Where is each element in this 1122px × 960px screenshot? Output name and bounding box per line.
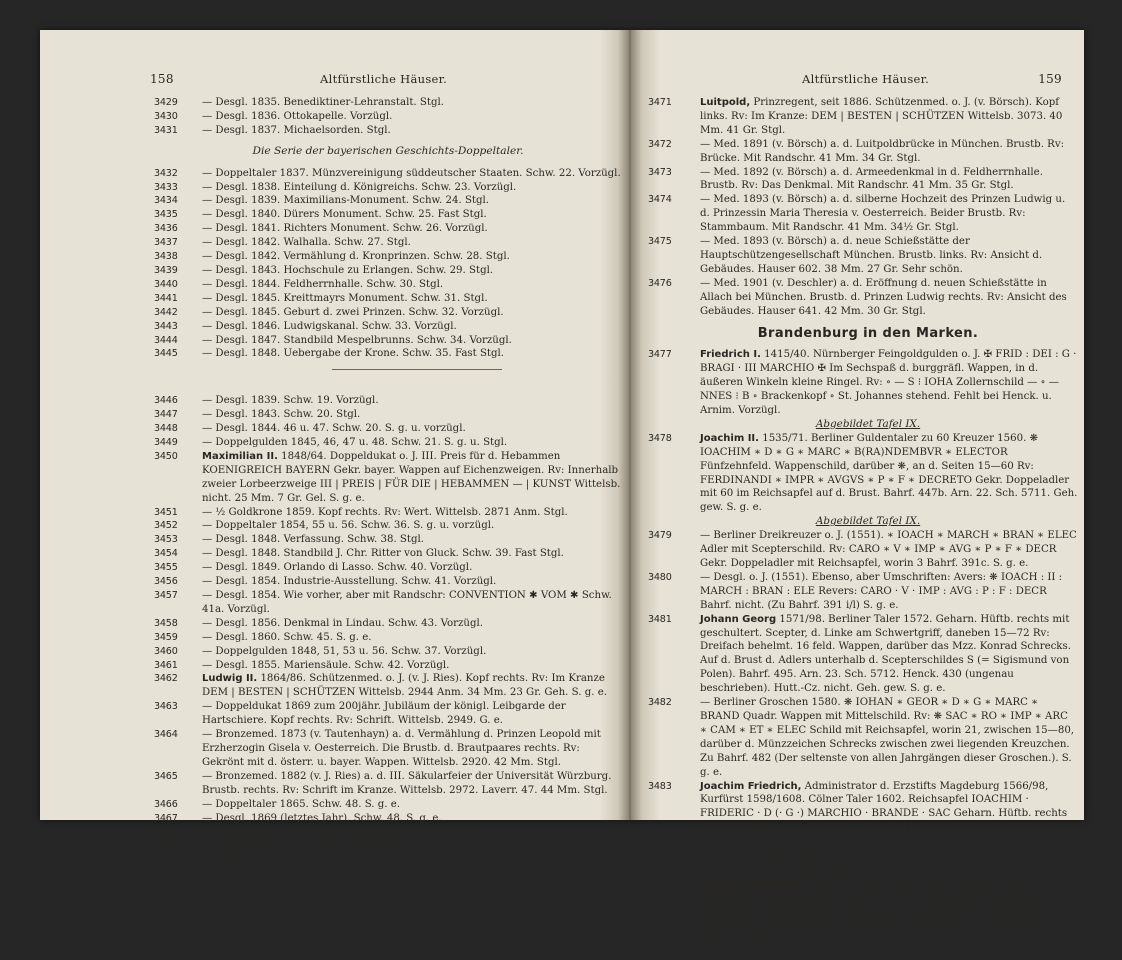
catalog-entry <box>152 408 624 422</box>
left-entries-group-a <box>152 96 624 138</box>
entry-text: — Med. 1891 (v. Börsch) a. d. Luitpoldbrücke in München. Brustb. Rv: Brücke. Mit Randschr. 41 Mm. 34 Gr. Stgl. <box>700 138 1068 164</box>
entry-text: — Berliner Groschen 1580. ❋ IOHAN ∗ GEOR ∗ D ∗ G ∗ MARC ∗ BRAND Quadr. Wappen mit Mittelschild. Rv: ❋ SAC ∗ RO ∗ IMP ∗ ARC ∗ CAM ∗ ET ∗ ELEC Schild mit Reichsapfel, worin 21, zwischen 15—80, darüber d. Münzzeichen Schrecks zwischen zwei liegenden Kreuzchen. Zu Bahrf. 482 (Der seltenste von allen Jahrgängen dieser Groschen.). S. g. e. <box>700 697 1078 778</box>
entry-number: 3470 <box>154 854 178 866</box>
catalog-entry <box>152 631 624 645</box>
entry-number: 3473 <box>648 166 672 178</box>
entry-number: 3482 <box>648 697 672 709</box>
catalog-entry <box>152 547 624 561</box>
entry-text: — Desgl. 1847. Standbild Mespelbrunns. Schw. 34. Vorzügl. <box>202 334 512 346</box>
entry-number: 3480 <box>648 571 672 583</box>
entry-number: 3446 <box>154 395 178 407</box>
catalog-entry <box>152 124 624 138</box>
catalog-entry <box>648 696 1078 779</box>
right-running-head: Altfürstliche Häuser. <box>802 72 930 86</box>
entry-number: 3472 <box>648 138 672 150</box>
entry-number: 3429 <box>154 97 178 108</box>
catalog-entry <box>152 110 624 124</box>
entry-number: 3445 <box>154 348 178 360</box>
entry-text: — Desgl. 1855. Mariensäule. Schw. 42. Vorzügl. <box>202 659 450 671</box>
entry-number: 3452 <box>154 520 178 532</box>
entry-text: Prinzregent, seit 1886. Schützenmed. o. J. (v. Börsch). Kopf links. Rv: Im Kranze: DEM | BESTEN | SCHÜTZEN Wittelsb. 3073. 40 Mm. 41 Gr. Stgl. <box>700 97 1066 136</box>
right-entries-group-b <box>648 348 1081 960</box>
entry-text: — Desgl. 1869 (letztes Jahr). Schw. 48. S. g. e. <box>202 812 442 824</box>
catalog-entry <box>152 278 624 292</box>
entry-text: — Med. 1901 (v. Deschler) a. d. Eröffnung d. neuen Schießstätte in Allach bei München. Brustb. d. Prinzen Ludwig rechts. Rv: Ansicht des Gebäudes. Hauser 641. 42 Mm. 30 Gr. Stgl. <box>700 277 1071 317</box>
entry-text: Administrator d. Erzstifts Magdeburg 1566/98, Kurfürst 1598/1608. Cölner Taler 1602. Reichsapfel IOACHIM · FRIDERIC · D (· G ·) MARCHIO · BRANDE · SAC Geharn. Hüftb. rechts mit Feldbinde u. geschult. Scepter, die Linke am Schwertgriff; daneben 1.— 602 Rv: ROM · IMP · ARC · — CAM · ET · (EL)EC · Dreifach behelmt. 16 feld. Wappen. Mzz: Schwan. Bahrf. 536b. Arn. 44. Sch. 5735. I. Stpl. Geh. gew. Fast s. g. e. <box>700 780 1073 875</box>
catalog-entry <box>152 450 624 506</box>
entry-number: 3464 <box>154 729 178 741</box>
entry-text: — Desgl. 1846. Ludwigskanal. Schw. 33. Vorzügl. <box>202 320 457 332</box>
entry-number: 3432 <box>154 167 178 179</box>
entry-text: 1535/71. Berliner Guldentaler zu 60 Kreuzer 1560. ❋ IOACHIM ∗ D ∗ G ∗ MARC ∗ B(RA)NDEMBVR ∗ ELECTOR Fünfzehnfeld. Wappenschild, darüber ❋, an d. Seiten 15—60 Rv: FERDINANDI ∗ IMPR ∗ AVGVS ∗ P ∗ F ∗ DECRETO Gekr. Doppeladler mit 60 im Reichsapfel auf d. Brust. Bahrf. 447b. Arn. 22. Sch. 5711. Geh. gew. S. g. e. <box>700 432 1081 514</box>
entry-number: 3437 <box>154 237 178 249</box>
section-heading: Brandenburg in den Marken. <box>757 325 979 341</box>
catalog-entry <box>152 812 624 826</box>
entry-number: 3439 <box>154 264 178 276</box>
entry-text: 1848/64. Doppeldukat o. J. III. Preis für d. Hebammen KOENIGREICH BAYERN Gekr. bayer. Wappen auf Eichenzweigen. Rv: Innerhalb zweier Lorbeerzweige III | PREIS | FÜR DIE | HEBAMMEN — | KUNST Wittelsb. nicht. 25 Mm. 7 Gr. Gel. S. g. e. <box>202 450 624 504</box>
entry-text: 1415/40. Nürnberger Feingoldgulden o. J. ✠ FRID : DEI : G · BRAGI · III MARCHIO ✠ Im Sechspaß d. burggräfl. Wappen, in d. äußeren Winkeln kleine Ringel. Rv: ∘ — S ⁝ IOHA Zollernschild — ∘ — NNES ⁝ B ∘ Brackenkopf ∘ St. Johannes stehend. Fehlt bei Henck. u. Arnim. Vorzügl. <box>700 349 1080 417</box>
entry-text: — Desgl. 1837. Michaelsorden. Stgl. <box>202 124 391 136</box>
catalog-entry <box>152 533 624 547</box>
entry-number: 3476 <box>648 277 672 289</box>
ruler-name: Maximilian II. <box>202 450 278 462</box>
entry-text: — Desgl. 1848. Uebergabe der Krone. Schw. 35. Fast Stgl. <box>202 348 505 360</box>
catalog-entry <box>152 292 624 306</box>
plate-reference: Abgebildet Tafel IX. <box>815 417 921 430</box>
catalog-entry <box>152 436 624 450</box>
entry-text: — Desgl. 1836. Ottokapelle. Vorzügl. <box>202 110 393 122</box>
catalog-entry <box>152 320 624 334</box>
entry-text: — ½ Goldkrone 1859. Kopf rechts. Rv: Wert. Wittelsb. 2871 Anm. Stgl. <box>202 506 568 518</box>
entry-text: — Desgl. 1854. Industrie-Ausstellung. Schw. 41. Vorzügl. <box>202 576 497 588</box>
right-entries-group-a <box>648 96 1078 319</box>
entry-number: 3454 <box>154 548 178 560</box>
entry-text: — Doppeltaler 1837. Münzvereinigung süddeutscher Staaten. Schw. 22. Vorzügl. <box>202 167 621 179</box>
book-spread <box>40 30 1084 959</box>
entry-number: 3450 <box>154 450 178 462</box>
entry-text: — Siegestaler 1871. Schw. 54. Vorzügl. <box>202 840 405 852</box>
catalog-entry <box>648 348 1080 418</box>
entry-number: 3447 <box>154 409 178 421</box>
catalog-entry <box>152 422 624 436</box>
entry-number: 3477 <box>648 349 672 361</box>
left-page-number: 158 <box>150 72 174 86</box>
entry-text: — Desgl. 1854. Wie vorher, aber mit Randschr: CONVENTION ✱ VOM ✱ Schw. 41a. Vorzügl. <box>202 590 616 615</box>
catalog-entry <box>152 250 624 264</box>
catalog-entry <box>648 138 1078 166</box>
entry-text: — Desgl. 1845. Kreittmayrs Monument. Schw. 31. Stgl. <box>202 292 488 304</box>
catalog-entry <box>152 728 624 770</box>
catalog-entry <box>648 166 1078 194</box>
entry-number: 3435 <box>154 209 178 221</box>
catalog-entry <box>648 571 1078 613</box>
entry-number: 3459 <box>154 631 178 643</box>
catalog-entry <box>152 825 624 839</box>
entry-text: — Desgl. 1840. Dürers Monument. Schw. 25. Fast Stgl. <box>202 209 487 221</box>
entry-number: 3474 <box>648 194 672 206</box>
catalog-entry <box>152 506 624 520</box>
entry-number: 3438 <box>154 251 178 263</box>
catalog-entry <box>152 645 624 659</box>
catalog-entry <box>648 877 1078 960</box>
entry-text: — Desgl. 1842. Vermählung d. Kronprinzen. Schw. 28. Stgl. <box>202 251 510 263</box>
entry-text: — Desgl. 1838. Einteilung d. Königreichs. Schw. 23. Vorzügl. <box>202 181 517 193</box>
left-entries-group-b <box>152 167 624 362</box>
entry-number: 3441 <box>154 292 178 304</box>
catalog-entry <box>648 235 1078 277</box>
entry-number: 3458 <box>154 617 178 629</box>
entry-number: 3456 <box>154 576 178 588</box>
entry-number: 3436 <box>154 223 178 235</box>
entry-text: — Berliner Dreikreuzer o. J. (1551). ∗ IOACH ∗ MARCH ∗ BRAN ∗ ELEC Adler mit Scepterschild. Rv: CARO ∗ V ∗ IMP ∗ AVG ∗ P ∗ F ∗ DECR Gekr. Doppeladler mit Reichsapfel, worin 3 Bahrf. 391c. S. g. e. <box>700 530 1081 569</box>
entry-number: 3478 <box>648 432 672 444</box>
catalog-entry <box>152 617 624 631</box>
catalog-entry <box>648 529 1081 571</box>
entry-text: — Doppeltaler 1865. Schw. 48. S. g. e. <box>202 798 401 810</box>
catalog-entry <box>648 96 1078 138</box>
entry-number: 3453 <box>154 534 178 546</box>
entry-number: 3440 <box>154 278 178 290</box>
entry-number: 3461 <box>154 659 178 671</box>
entry-text: — Desgl. 1843. Hochschule zu Erlangen. Schw. 29. Stgl. <box>202 264 494 276</box>
entry-text: — Med. 1893 (v. Börsch) a. d. neue Schießstätte der Hauptschützengesellschaft München. Brustb. links. Rv: Ansicht d. Gebäudes. Hauser 602. 38 Mm. 27 Gr. Sehr schön. <box>700 236 1046 275</box>
catalog-entry <box>152 194 624 208</box>
ruler-name: Friedrich I. <box>700 349 761 361</box>
entry-text: — Desgl. 1839. Maximilians-Monument. Schw. 24. Stgl. <box>202 195 490 207</box>
entry-number: 3434 <box>154 195 178 207</box>
entry-text: — Desgl. 1835. Benediktiner-Lehranstalt. Stgl. <box>202 97 444 108</box>
entry-text: 1608/19. Cölner Taler 1614. Geharn. Hüftb. m. Feldbinde u. geschultert. Scepter rechts, d. Linke am Schwertgriff. Rv: Fünffach behelmtes großes Wappen, unten rechts MH (= Melchior Hoffmann). Auf d. Brust d. Adler über d. 2. Helm S (= Sigismund von Polen). Bahrf. 567 c. Arn. 62. Sch. 5755. Henck. 509. Hutt.-Cz. nicht. Aversfeld etw. pol. S. g. e. <box>700 877 1071 959</box>
catalog-entry <box>648 613 1078 696</box>
plate-reference: Abgebildet Tafel IX. <box>815 515 921 528</box>
entry-number: 3451 <box>154 506 178 518</box>
entry-number: 3481 <box>648 613 672 625</box>
ruler-name: Johann Georg <box>700 613 777 625</box>
entry-text: — Doppelgulden 1848, 51, 53 u. 56. Schw. 37. Vorzügl. <box>202 645 487 657</box>
entry-text: — Desgl. 1844. Feldherrnhalle. Schw. 30. Stgl. <box>202 278 444 290</box>
right-entries <box>648 96 1081 960</box>
right-page-number: 159 <box>1038 72 1062 86</box>
entry-number: 3483 <box>648 780 672 792</box>
entry-text: — Desgl. 1841. Richters Monument. Schw. 26. Vorzügl. <box>202 223 488 235</box>
entry-text: — Fünfmark 1876. Vorzügl. <box>202 854 345 866</box>
entry-text: — Med. 1892 (v. Börsch) a. d. Armeedenkmal in d. Feldherrnhalle. Brustb. Rv: Das Denkmal. Mit Randschr. 41 Mm. 35 Gr. Stgl. <box>700 166 1047 192</box>
catalog-entry <box>152 96 624 110</box>
catalog-entry <box>152 798 624 812</box>
entry-number: 3460 <box>154 645 178 657</box>
catalog-entry <box>152 181 624 195</box>
entry-text: — Desgl. 1842. Walhalla. Schw. 27. Stgl. <box>202 237 411 249</box>
entry-text: — Desgl. 1843. Schw. 20. Stgl. <box>202 409 361 421</box>
ruler-name: Ludwig II. <box>202 673 258 685</box>
series-heading: Die Serie der bayerischen Geschichts-Doppeltaler. <box>252 144 524 157</box>
catalog-entry <box>152 394 624 408</box>
entry-number: 3469 <box>154 840 178 852</box>
entry-text: 1864/86. Schützenmed. o. J. (v. J. Ries). Kopf rechts. Rv: Im Kranze DEM | BESTEN | SCHÜTZEN Wittelsb. 2944 Anm. 34 Mm. 23 Gr. Geh. S. g. e. <box>202 673 609 699</box>
entry-text: — Bronzemed. 1873 (v. Tautenhayn) a. d. Vermählung d. Prinzen Leopold mit Erzherzogin Gisela v. Oesterreich. Die Brustb. d. Brautpaares rechts. Rv: Gekrönt mit d. österr. u. bayer. Wappen. Wittelsb. 2920. 42 Mm. Stgl. <box>202 729 605 768</box>
entry-number: 3448 <box>154 423 178 435</box>
entry-text: — Desgl. 1848. Verfassung. Schw. 38. Stgl. <box>202 534 425 546</box>
entry-number: 3479 <box>648 530 672 542</box>
ruler-name: Joachim II. <box>700 432 759 444</box>
left-entries <box>152 96 624 867</box>
catalog-entry <box>152 561 624 575</box>
catalog-entry <box>152 659 624 673</box>
catalog-entry <box>152 347 624 361</box>
ruler-name: Luitpold, <box>700 97 751 108</box>
entry-text: — Desgl. 1848. Standbild J. Chr. Ritter von Gluck. Schw. 39. Fast Stgl. <box>202 548 564 560</box>
entry-number: 3466 <box>154 798 178 810</box>
left-entries-group-c <box>152 394 624 867</box>
entry-text: 1571/98. Berliner Taler 1572. Geharn. Hüftb. rechts mit geschultert. Scepter, d. Linke am Schwertgriff, daneben 15—72 Rv: Dreifach behelmt. 16 feld. Wappen, darüber das Mzz. Konrad Schrecks. Auf d. Brust d. Adlers unterhalb d. Scepterschildes S (= Sigismund von Polen). Bahrf. 495. Arn. 23. Sch. 5712. Henck. 430 (ungenau beschrieben). Hutt.-Cz. nicht. Geh. gew. S. g. e. <box>700 613 1075 695</box>
entry-number: 3467 <box>154 812 178 824</box>
entry-number: 3465 <box>154 770 178 782</box>
entry-text: — Desgl. 1860. Schw. 45. S. g. e. <box>202 631 372 643</box>
catalog-entry <box>648 193 1078 235</box>
catalog-entry <box>152 839 624 853</box>
section-rule <box>332 369 502 370</box>
entry-number: 3463 <box>154 701 178 713</box>
catalog-entry <box>152 700 624 728</box>
entry-number: 3475 <box>648 236 672 248</box>
catalog-entry <box>152 264 624 278</box>
left-page <box>40 30 624 866</box>
entry-text: — Marientaler 1868 u. 70. Schw. 50. Stgl. u. vorzügl. <box>202 826 477 838</box>
catalog-entry <box>648 432 1081 515</box>
catalog-entry <box>152 334 624 348</box>
entry-text: — Desgl. 1839. Schw. 19. Vorzügl. <box>202 395 379 407</box>
left-running-head: Altfürstliche Häuser. <box>320 72 448 86</box>
catalog-entry <box>152 222 624 236</box>
entry-text: — Doppeldukat 1869 zum 200jähr. Jubiläum der königl. Leibgarde der Hartschiere. Kopf rechts. Rv: Schrift. Wittelsb. 2949. G. e. <box>202 701 569 727</box>
ruler-name: Johann Sigismund <box>700 877 802 889</box>
entry-number: 3442 <box>154 306 178 318</box>
entry-text: — Desgl. 1856. Denkmal in Lindau. Schw. 43. Vorzügl. <box>202 617 483 629</box>
entry-text: — Desgl. o. J. (1551). Ebenso, aber Umschriften: Avers: ❋ IOACH : II : MARCH : BRAN : ELE Revers: CARO · V · IMP : AVG : P : F : DECR Bahrf. nicht. (Zu Bahrf. 391 i/l) S. g. e. <box>700 571 1066 611</box>
catalog-entry <box>152 589 624 617</box>
entry-number: 3433 <box>154 181 178 193</box>
catalog-entry <box>648 780 1078 877</box>
entry-text: — Doppeltaler 1854, 55 u. 56. Schw. 36. S. g. u. vorzügl. <box>202 520 495 532</box>
entry-number: 3468 <box>154 826 178 838</box>
entry-number: 3484 <box>648 877 672 889</box>
catalog-entry <box>152 208 624 222</box>
entry-number: 3430 <box>154 110 178 122</box>
catalog-entry <box>152 672 624 700</box>
entry-number: 3455 <box>154 562 178 574</box>
catalog-entry <box>648 277 1078 319</box>
entry-text: — Desgl. 1845. Geburt d. zwei Prinzen. Schw. 32. Vorzügl. <box>202 306 504 318</box>
catalog-entry <box>152 519 624 533</box>
entry-number: 3443 <box>154 320 178 332</box>
entry-text: — Bronzemed. 1882 (v. J. Ries) a. d. III. Säkularfeier der Universität Würzburg. Brustb. rechts. Rv: Schrift im Kranze. Wittelsb. 2972. Laverr. 47. 44 Mm. Stgl. <box>202 770 615 796</box>
entry-number: 3471 <box>648 97 672 108</box>
catalog-entry <box>152 306 624 320</box>
entry-text: — Doppelgulden 1845, 46, 47 u. 48. Schw. 21. S. g. u. Stgl. <box>202 437 508 449</box>
entry-number: 3449 <box>154 437 178 449</box>
right-page <box>642 30 1084 959</box>
entry-number: 3457 <box>154 590 178 601</box>
entry-text: — Desgl. 1844. 46 u. 47. Schw. 20. S. g. u. vorzügl. <box>202 423 466 435</box>
entry-text: — Med. 1893 (v. Börsch) a. d. silberne Hochzeit des Prinzen Ludwig u. d. Prinzessin Maria Theresia v. Oesterreich. Beider Brustb. Rv: Stammbaum. Mit Randschr. 41 Mm. 34½ Gr. Stgl. <box>700 194 1069 234</box>
catalog-entry <box>152 236 624 250</box>
entry-number: 3444 <box>154 334 178 346</box>
catalog-entry <box>152 167 624 181</box>
entry-number: 3431 <box>154 124 178 136</box>
entry-text: — Desgl. 1849. Orlando di Lasso. Schw. 40. Vorzügl. <box>202 562 473 574</box>
entry-number: 3462 <box>154 673 178 685</box>
catalog-entry <box>152 770 624 798</box>
ruler-name: Joachim Friedrich, <box>700 780 802 792</box>
catalog-entry <box>152 575 624 589</box>
catalog-entry <box>152 853 624 867</box>
